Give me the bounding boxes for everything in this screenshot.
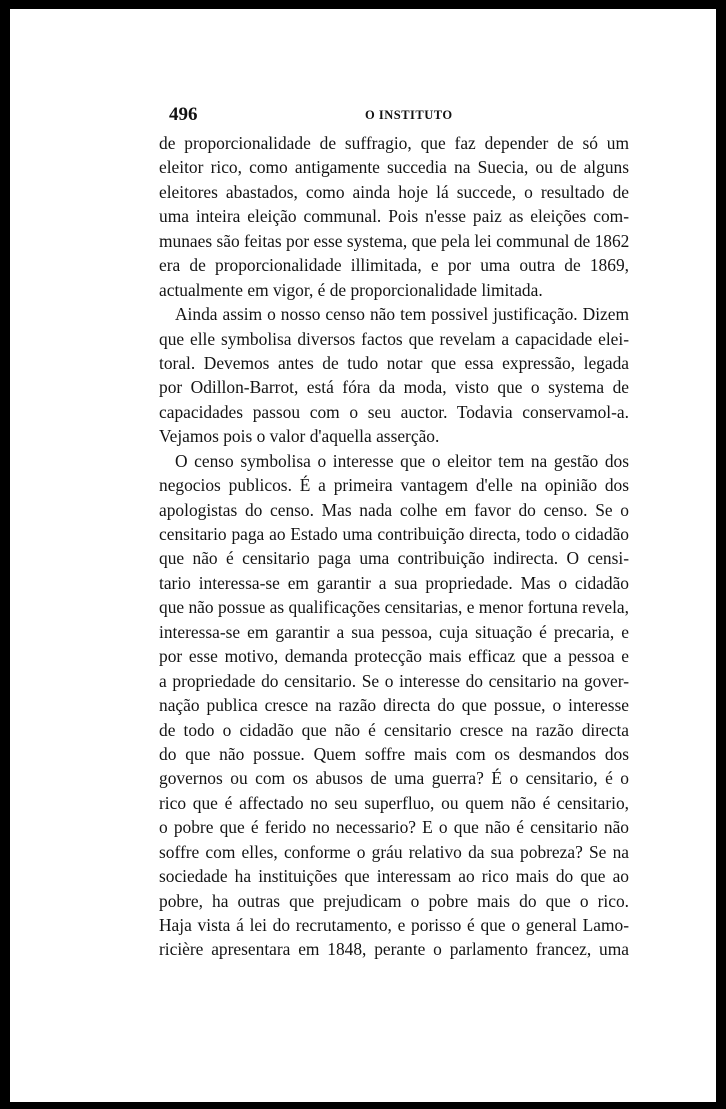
text-line: interessa-se em garantir a sua pessoa, cuja situação é precaria, e bbox=[159, 621, 629, 642]
text-line: tario interessa-se em garantir a sua propriedade. Mas o cidadão bbox=[159, 572, 629, 593]
text-line: uma inteira eleição communal. Pois n'esse paiz as eleições com- bbox=[159, 206, 629, 227]
text-line: por esse motivo, demanda protecção mais efficaz que a pessoa e bbox=[159, 646, 629, 667]
text-line: o pobre que é ferido no necessario? E o que não é censitario não bbox=[159, 817, 629, 838]
text-line: que elle symbolisa diversos factos que revelam a capacidade elei- bbox=[159, 328, 629, 349]
text-line: toral. Devemos antes de tudo notar que essa expressão, legada bbox=[159, 352, 629, 373]
text-line: Ainda assim o nosso censo não tem possivel justificação. Dizem bbox=[175, 304, 629, 325]
text-line: eleitores abastados, como ainda hoje lá succede, o resultado de bbox=[159, 181, 629, 202]
text-line: capacidades passou com o seu auctor. Todavia conservamol-a. bbox=[159, 401, 629, 422]
text-line: Vejamos pois o valor d'aquella asserção. bbox=[159, 426, 440, 447]
text-line: que não é censitario paga uma contribuição indirecta. O censi- bbox=[159, 548, 629, 569]
text-line: ricière apresentara em 1848, perante o parlamento francez, uma bbox=[159, 939, 629, 960]
text-line: censitario paga ao Estado uma contribuição directa, todo o cidadão bbox=[159, 524, 629, 544]
text-line: governos ou com os abusos de uma guerra? É o censitario, é o bbox=[159, 768, 629, 789]
text-line: eleitor rico, como antigamente succedia na Suecia, ou de alguns bbox=[159, 157, 629, 178]
text-line: munaes são feitas por esse systema, que pela lei communal de 1862 bbox=[159, 230, 630, 251]
text-line: era de proporcionalidade illimitada, e por uma outra de 1869, bbox=[159, 255, 629, 276]
text-line: de todo o cidadão que não é censitario cresce na razão directa bbox=[159, 719, 629, 740]
text-line: pobre, ha outras que prejudicam o pobre mais do que o rico. bbox=[159, 890, 629, 911]
running-title: O INSTITUTO bbox=[365, 108, 453, 122]
text-line: do que não possue. Quem soffre mais com os desmandos dos bbox=[159, 743, 629, 764]
text-line: soffre com elles, conforme o gráu relativo da sua pobreza? Se na bbox=[159, 841, 629, 862]
text-line: a propriedade do censitario. Se o interesse do censitario na gover- bbox=[159, 670, 629, 691]
text-line: sociedade ha instituições que interessam ao rico mais do que ao bbox=[159, 866, 629, 887]
text-line: O censo symbolisa o interesse que o eleitor tem na gestão dos bbox=[175, 450, 629, 471]
text-line: negocios publicos. É a primeira vantagem d'elle na opinião dos bbox=[159, 475, 629, 496]
text-line: rico que é affectado no seu superfluo, ou quem não é censitario, bbox=[159, 792, 629, 813]
text-line: por Odillon-Barrot, está fóra da moda, visto que o systema de bbox=[159, 377, 629, 398]
page-header bbox=[169, 104, 639, 128]
text-line: nação publica cresce na razão directa do que possue, o interesse bbox=[159, 695, 629, 716]
text-line: Haja vista á lei do recrutamento, e porisso é que o general Lamo- bbox=[159, 915, 629, 935]
text-line: apologistas do censo. Mas nada colhe em favor do censo. Se o bbox=[159, 499, 629, 520]
text-line: de proporcionalidade de suffragio, que faz depender de só um bbox=[159, 133, 629, 153]
body-text bbox=[159, 131, 629, 962]
text-line: actualmente em vigor, é de proporcionalidade limitada. bbox=[159, 279, 543, 300]
page-number: 496 bbox=[169, 104, 198, 125]
text-line: que não possue as qualificações censitarias, e menor fortuna revela, bbox=[159, 597, 629, 618]
